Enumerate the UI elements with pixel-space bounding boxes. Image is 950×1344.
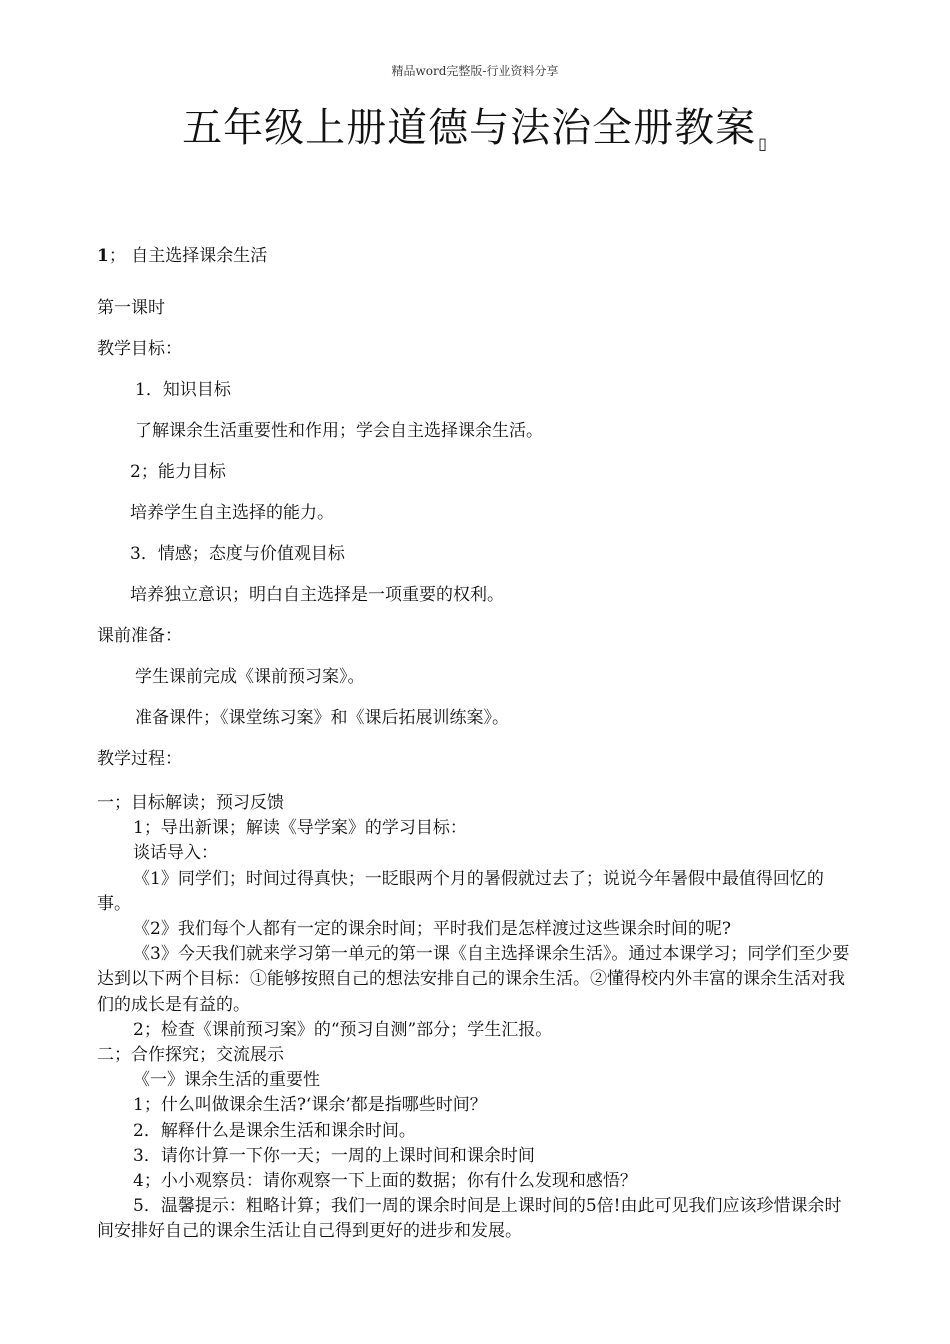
process-item: 5．温馨提示：粗略计算；我们一周的课余时间是上课时间的5倍!由此可见我们应该珍惜课余时间安排好自己的课余生活让自己得到更好的进步和发展。 [97, 1196, 842, 1242]
process-step-1: 一；目标解读；预习反馈 [97, 793, 284, 813]
section-objectives: 教学目标： [97, 339, 182, 359]
process-step-2: 二；合作探究；交流展示 [97, 1045, 284, 1066]
process-item: 《1》同学们；时间过得真快；一眨眼两个月的暑假就过去了；说说今年暑假中最值得回忆的事。 [97, 868, 824, 914]
process-item: 2；检查《课前预习案》的“预习自测”部分；学生汇报。 [133, 1019, 553, 1040]
objective-knowledge-title: 1．知识目标 [135, 380, 231, 400]
process-item: 1；导出新课；解读《导学案》的学习目标： [133, 818, 467, 839]
lesson-heading [97, 244, 857, 296]
lesson-number: 1 [97, 246, 109, 266]
preparation-item-1: 学生课前完成《课前预习案》。 [135, 667, 365, 687]
section-process: 教学过程： [97, 749, 182, 769]
process-item: 《2》我们每个人都有一定的课余时间；平时我们是怎样渡过这些课余时间的呢? [133, 919, 731, 940]
page-header: 精品word完整版-行业资料分享 [391, 64, 559, 78]
preparation-item-2: 准备课件；《课堂练习案》和《课后拓展训练案》。 [135, 708, 509, 728]
process-item: 1；什么叫做课余生活?‘课余’都是指哪些时间？ [133, 1095, 487, 1116]
section-preparation: 课前准备： [97, 626, 182, 646]
title-mark: ▯ [758, 134, 768, 153]
process-item: 谈话导入： [133, 843, 218, 864]
title-text: 五年级上册道德与法治全册教案 [182, 105, 757, 151]
lesson-name: 自主选择课余生活 [131, 246, 268, 266]
objective-emotion-text: 培养独立意识；明白自主选择是一项重要的权利。 [130, 585, 504, 605]
process-item: 4；小小观察员：请你观察一下上面的数据；你有什么发现和感悟？ [133, 1171, 637, 1192]
period-label: 第一课时 [97, 298, 165, 318]
objective-ability-title: 2；能力目标 [130, 462, 226, 482]
process-item: 《3》今天我们就来学习第一单元的第一课《自主选择课余生活》。通过本课学习；同学们至少要达到以下两个目标：①能够按照自己的想法安排自己的课余生活。②懂得校内外丰富的课余生活对我们的成长是有益的。 [97, 944, 850, 1015]
lesson-separator: ； [108, 246, 126, 266]
document-title [0, 96, 950, 153]
objective-knowledge-text: 了解课余生活重要性和作用；学会自主选择课余生活。 [135, 421, 543, 441]
process-item: 《一》课余生活的重要性 [133, 1070, 320, 1091]
process-item: 2．解释什么是课余生活和课余时间。 [133, 1120, 416, 1141]
objective-ability-text: 培养学生自主选择的能力。 [130, 503, 334, 523]
process-item: 3．请你计算一下你一天；一周的上课时间和课余时间 [133, 1145, 535, 1166]
document-body [97, 244, 857, 1245]
objective-emotion-title: 3．情感；态度与价值观目标 [130, 544, 345, 564]
